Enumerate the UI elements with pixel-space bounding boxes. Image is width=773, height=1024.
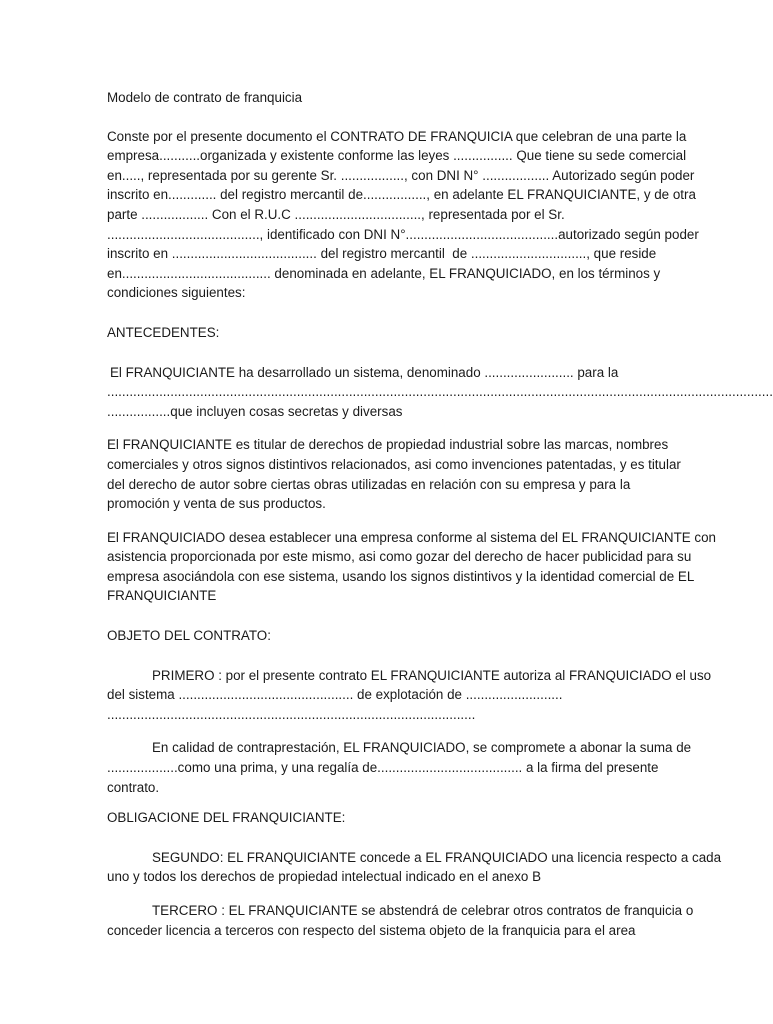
- text-line: En calidad de contraprestación, EL FRANQUICIADO, se compromete a abonar la suma de: [152, 740, 692, 756]
- text-line: El FRANQUICIANTE es titular de derechos de propiedad industrial sobre las marcas, nombres: [107, 437, 669, 453]
- text-line: del sistema ............................................... de explotación de ..........................: [107, 687, 563, 703]
- clause-primero: [107, 666, 712, 725]
- text-line: PRIMERO : por el presente contrato EL FRANQUICIANTE autoriza al FRANQUICIADO el uso: [152, 667, 712, 683]
- text-line: ...................................................................................................: [107, 706, 476, 722]
- text-line: empresa asociándola con ese sistema, usando los signos distintivos y la identidad comercial de EL: [107, 568, 695, 584]
- text-line: El FRANQUICIANTE ha desarrollado un sistema, denominado ........................ para la: [110, 364, 619, 380]
- text-line: promoción y venta de sus productos.: [107, 496, 326, 512]
- text-line: en....., representada por su gerente Sr. ................., con DNI N° .................. Autorizado según poder: [107, 167, 695, 183]
- obligacion-heading: OBLIGACIONE DEL FRANQUICIANTE:: [107, 810, 346, 826]
- antecedentes-paragraph-3: [107, 528, 716, 606]
- text-line: inscrito en............. del registro mercantil de................., en adelante EL FRANQUICIANTE, y de otra: [107, 187, 696, 203]
- contraprestacion-paragraph: [107, 738, 692, 797]
- text-line: en........................................ denominada en adelante, EL FRANQUICIADO, en los términos y: [107, 265, 661, 281]
- text-line: SEGUNDO: EL FRANQUICIANTE concede a EL FRANQUICIADO una licencia respecto a cada: [152, 849, 722, 865]
- text-line: uno y todos los derechos de propiedad intelectual indicado en el anexo B: [107, 869, 542, 885]
- text-line: Conste por el presente documento el CONTRATO DE FRANQUICIA que celebran de una parte la: [107, 128, 687, 144]
- document-title: Modelo de contrato de franquicia: [107, 90, 303, 105]
- text-line: TERCERO : EL FRANQUICIANTE se abstendrá de celebrar otros contratos de franquicia o: [152, 903, 694, 918]
- text-line: El FRANQUICIADO desea establecer una empresa conforme al sistema del EL FRANQUICIANTE con: [107, 529, 716, 545]
- antecedentes-paragraph-1: [107, 363, 773, 422]
- text-line: contrato.: [107, 779, 160, 795]
- intro-paragraph: [107, 127, 699, 303]
- objeto-heading: OBJETO DEL CONTRATO:: [107, 628, 271, 644]
- antecedentes-paragraph-2: [107, 435, 681, 513]
- text-line: ...................................................................................................................................................................................: [107, 384, 773, 400]
- text-line: del derecho de autor sobre ciertas obras utilizadas en relación con su empresa y para la: [107, 476, 631, 492]
- text-line: comerciales y otros signos distintivos relacionados, asi como invenciones patentadas, y es titular: [107, 456, 681, 472]
- clause-tercero: [107, 901, 694, 940]
- clause-segundo: [107, 848, 722, 887]
- text-line: asistencia proporcionada por este mismo, asi como gozar del derecho de hacer publicidad para su: [107, 549, 692, 565]
- text-line: parte .................. Con el R.U.C .................................., representada por el Sr.: [107, 206, 565, 222]
- text-line: inscrito en ....................................... del registro mercantil de ..............................., que reside: [107, 246, 657, 262]
- text-line: ........................................., identificado con DNI N°.........................................autorizado según poder: [107, 226, 699, 242]
- antecedentes-heading: ANTECEDENTES:: [107, 324, 220, 340]
- text-line: empresa...........organizada y existente conforme las leyes ................ Que tiene su sede comercial: [107, 148, 687, 164]
- text-line: condiciones siguientes:: [107, 285, 246, 301]
- text-line: FRANQUICIANTE: [107, 588, 217, 604]
- text-line: ...................como una prima, y una regalía de....................................... a la firma del presente: [107, 760, 659, 776]
- text-line: conceder licencia a terceros con respecto del sistema objeto de la franquicia para el area: [107, 922, 636, 938]
- text-line: .................que incluyen cosas secretas y diversas: [107, 403, 403, 419]
